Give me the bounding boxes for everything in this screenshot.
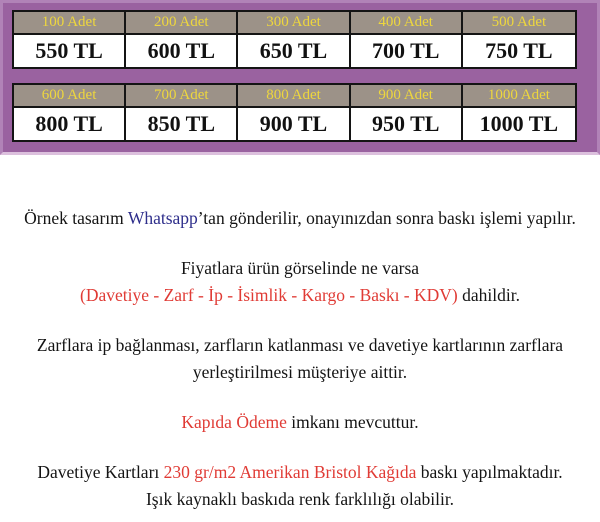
quantity-header: 1000 Adet [463, 85, 575, 108]
note-sample-post: ’tan gönderilir, onayınızdan sonra baskı işlemi yapılır. [197, 208, 576, 228]
note-payment [4, 409, 596, 436]
quantity-header: 800 Adet [238, 85, 350, 108]
quantity-header: 100 Adet [14, 12, 126, 35]
pricing-band [0, 0, 600, 155]
note-sample-pre: Örnek tasarım [24, 208, 128, 228]
note-paper [4, 459, 596, 513]
note-included [4, 255, 596, 309]
price-cell: 750 TL [463, 35, 575, 67]
price-cell: 650 TL [238, 35, 350, 67]
whatsapp-highlight: Whatsapp [127, 208, 198, 228]
note-sample-design [4, 205, 596, 232]
quantity-header: 700 Adet [126, 85, 238, 108]
note-paper-line2: Işık kaynaklı baskıda renk farklılığı olabilir. [145, 489, 455, 509]
included-items-highlight: (Davetiye - Zarf - İp - İsimlik - Kargo - Baskı - KDV) [80, 285, 458, 305]
pricing-table-1 [12, 10, 577, 69]
paper-spec-highlight: 230 gr/m2 Amerikan Bristol Kağıda [163, 462, 417, 482]
price-cell: 900 TL [238, 108, 350, 140]
price-cell: 550 TL [14, 35, 126, 67]
price-cell: 800 TL [14, 108, 126, 140]
note-assembly [4, 332, 596, 386]
quantity-header: 500 Adet [463, 12, 575, 35]
quantity-header: 300 Adet [238, 12, 350, 35]
note-paper-pre: Davetiye Kartları [37, 462, 164, 482]
pricing-table-2 [12, 83, 577, 142]
quantity-header: 200 Adet [126, 12, 238, 35]
quantity-header: 900 Adet [351, 85, 463, 108]
price-cell: 600 TL [126, 35, 238, 67]
quantity-header: 400 Adet [351, 12, 463, 35]
price-cell: 850 TL [126, 108, 238, 140]
note-included-line2-post: dahildir. [457, 285, 520, 305]
note-included-line2 [4, 282, 596, 309]
note-paper-post: baskı yapılmaktadır. [416, 462, 563, 482]
note-assembly-line2: yerleştirilmesi müşteriye aittir. [192, 362, 408, 382]
price-cell: 950 TL [351, 108, 463, 140]
note-included-line1: Fiyatlara ürün görselinde ne varsa [180, 258, 420, 278]
note-paper-line1 [4, 459, 596, 486]
note-assembly-line1: Zarflara ip bağlanması, zarfların katlanması ve davetiye kartlarının zarflara [36, 335, 564, 355]
price-cell: 700 TL [351, 35, 463, 67]
notes-section [0, 155, 600, 522]
note-payment-post: imkanı mevcuttur. [286, 412, 419, 432]
price-cell: 1000 TL [463, 108, 575, 140]
cash-on-delivery-highlight: Kapıda Ödeme [181, 412, 287, 432]
quantity-header: 600 Adet [14, 85, 126, 108]
